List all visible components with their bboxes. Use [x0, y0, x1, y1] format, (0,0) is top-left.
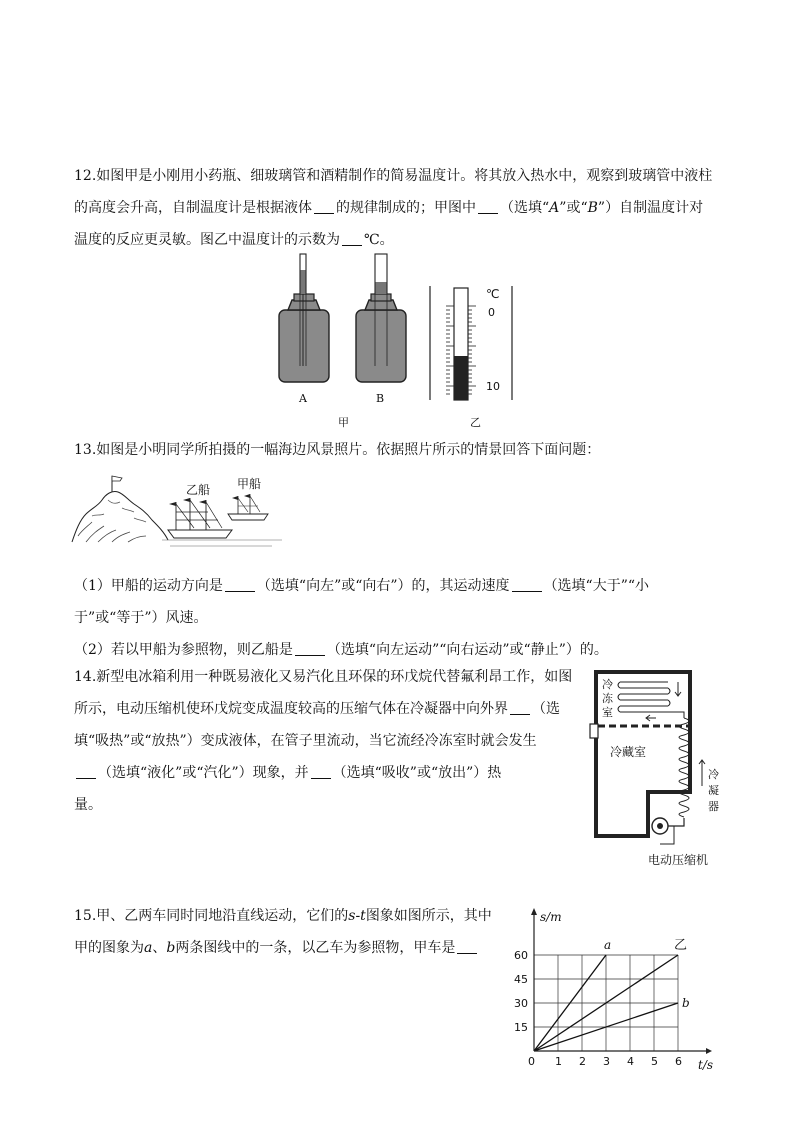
x-tick-label: 5 [651, 1055, 658, 1068]
tick-0-label: 0 [488, 306, 495, 319]
q14-line-3: 填“吸热”或“放热”）变成液体，在管子里流动，当它流经冷冻室时就会发生 [74, 733, 537, 749]
q14-line-4: （选填“液化”或“汽化”）现象，并 （选填“吸收”或“放出”）热 [74, 757, 574, 789]
question-15 [74, 900, 494, 964]
unit-label: ℃ [486, 287, 500, 301]
condenser-label-3: 器 [708, 800, 719, 813]
line-yi-label: 乙 [674, 938, 688, 953]
q14-line-1: 14.新型电冰箱利用一种既易液化又易汽化且环保的环戊烷代替氟利昂工作，如图 [74, 669, 573, 685]
label-a: A [299, 392, 307, 405]
label-b: B [376, 392, 385, 405]
y-tick-label: 45 [514, 973, 528, 986]
condenser-label-1: 冷 [708, 768, 719, 781]
line-b-label: b [682, 996, 690, 1010]
answer-blank[interactable] [510, 700, 530, 715]
compressor-label: 电动压缩机 [648, 853, 709, 867]
q12-line-2: 的高度会升高，自制温度计是根据液体 的规律制成的；甲图中 （选填“A”或“B”）自制温度计对 [74, 200, 704, 216]
q12-line-1: 12.如图甲是小刚用小药瓶、细玻璃管和酒精制作的简易温度计。将其放入热水中，观察到玻璃管中液柱 [74, 168, 713, 184]
q12-line-3: 温度的反应更灵敏。图乙中温度计的示数为 ℃。 [74, 232, 394, 248]
condenser-loop [679, 795, 689, 806]
compressor [652, 818, 668, 834]
bottle-a [279, 254, 329, 382]
y-tick-label: 15 [514, 1021, 528, 1034]
fridge-diagram [590, 668, 730, 868]
freezer-label-1: 冷 [602, 678, 613, 691]
answer-blank[interactable] [295, 641, 325, 656]
thermometer [430, 286, 512, 400]
freezer-label-2: 冻 [602, 692, 613, 705]
ship-yi-label: 乙船 [186, 483, 211, 497]
freezer-label-3: 室 [602, 706, 613, 719]
x-tick-label: 6 [675, 1055, 682, 1068]
condenser-loop [679, 806, 689, 817]
tick-10-label: 10 [486, 380, 500, 393]
x-tick-label: 2 [579, 1055, 586, 1068]
q15-line-2: 甲的图象为a、b两条图线中的一条，以乙车为参照物，甲车是 [74, 932, 494, 964]
answer-blank[interactable] [76, 764, 96, 779]
q14-line-5: 量。 [74, 797, 102, 813]
label-jia: 甲 [338, 416, 349, 429]
y-tick-label: 30 [514, 997, 528, 1010]
x-tick-label: 3 [603, 1055, 610, 1068]
seaside-figure [72, 470, 292, 550]
label-yi: 乙 [470, 416, 481, 429]
ship-jia [228, 494, 268, 520]
line-a-label: a [604, 938, 612, 952]
question-13-parts [74, 570, 724, 666]
x-axis-label: t/s [698, 1058, 714, 1072]
answer-blank[interactable] [225, 577, 255, 592]
ship-yi [168, 498, 232, 538]
bottle-b [356, 254, 406, 382]
q13-part-1: （1）甲船的运动方向是 （选填“向左”或“向右”）的，其运动速度 （选填“大于”“小 [74, 578, 650, 594]
x-tick-label: 0 [528, 1055, 535, 1068]
q15-line-1: 15.甲、乙两车同时同地沿直线运动，它们的s-t图象如图所示，其中 [74, 908, 492, 924]
question-13 [74, 434, 724, 466]
question-12 [74, 160, 724, 256]
y-axis-label: s/m [540, 910, 562, 924]
x-tick-label: 1 [555, 1055, 562, 1068]
answer-blank[interactable] [512, 577, 542, 592]
s-t-graph [510, 905, 720, 1075]
answer-blank[interactable] [478, 199, 498, 214]
thermometer-figure [270, 248, 530, 430]
q14-line-2: 所示，电动压缩机使环戊烷变成温度较高的压缩气体在冷凝器中向外界 （选 [74, 701, 560, 717]
q13-part-2: （2）若以甲船为参照物，则乙船是 （选填“向左运动”“向右运动”或“静止”）的。 [74, 642, 608, 658]
answer-blank[interactable] [342, 231, 362, 246]
y-tick-label: 60 [514, 949, 528, 962]
question-14 [74, 661, 574, 821]
q13-part-1-cont: 于”或“等于”）风速。 [74, 610, 208, 626]
fridge-label: 冷藏室 [610, 745, 647, 759]
condenser-label-2: 凝 [708, 784, 719, 797]
ship-jia-label: 甲船 [237, 477, 262, 491]
answer-blank[interactable] [311, 764, 331, 779]
x-tick-label: 4 [627, 1055, 634, 1068]
answer-blank[interactable] [457, 939, 477, 954]
q13-intro: 13.如图是小明同学所拍摄的一幅海边风景照片。依据照片所示的情景回答下面问题： [74, 442, 601, 458]
answer-blank[interactable] [314, 199, 334, 214]
